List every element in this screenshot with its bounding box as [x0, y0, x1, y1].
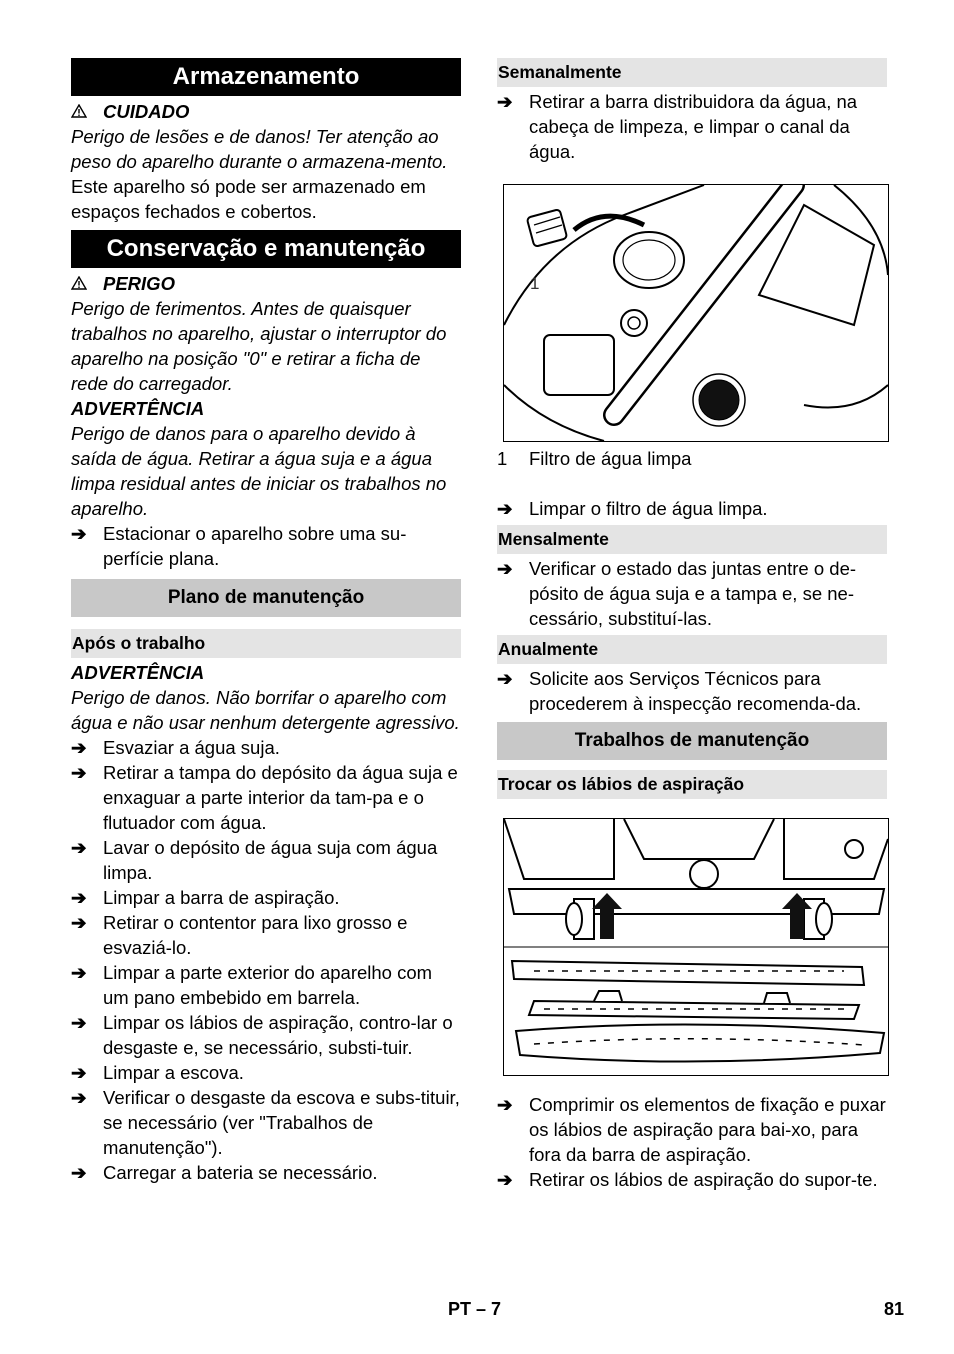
arrow-right-icon: ➔	[497, 558, 513, 579]
arrow-right-icon: ➔	[71, 1012, 87, 1033]
subsection-title-yearly: Anualmente	[497, 635, 887, 664]
list-item: ➔ Lavar o depósito de água suja com água limpa.	[71, 837, 438, 883]
right-column	[497, 58, 887, 1192]
list-item: ➔ Limpar o filtro de água limpa.	[497, 498, 768, 519]
figure-callout-1: 1	[530, 274, 540, 293]
list-item: ➔ Solicite aos Serviços Técnicos para procederem à inspecção recomenda-da.	[497, 668, 862, 714]
list-item: ➔ Verificar o desgaste da escova e subs-tituir, se necessário (ver "Trabalhos de manutenção").	[71, 1087, 460, 1158]
caution-text: Perigo de lesões e de danos! Ter atenção ao peso do aparelho durante o armazena-mento.	[71, 126, 448, 172]
arrow-right-icon: ➔	[71, 1162, 87, 1183]
warning-triangle-icon	[71, 99, 89, 124]
footer-page-label: PT – 7	[448, 1299, 502, 1319]
arrow-right-icon: ➔	[71, 887, 87, 908]
subsection-title-weekly: Semanalmente	[497, 58, 887, 87]
figure-water-filter	[503, 184, 889, 442]
arrow-right-icon: ➔	[497, 1094, 513, 1115]
arrow-right-icon: ➔	[497, 668, 513, 689]
list-item: ➔ Estacionar o aparelho sobre uma su-perfície plana.	[71, 523, 407, 569]
list-item: ➔ Verificar o estado das juntas entre o de-pósito de água suja e a tampa e, se ne-cessário, substituí-las.	[497, 558, 857, 629]
arrow-right-icon: ➔	[71, 1062, 87, 1083]
arrow-right-icon: ➔	[497, 1169, 513, 1190]
list-item: ➔ Retirar a tampa do depósito da água suja e enxaguar a parte interior da tam-pa e o flutuador com água.	[71, 762, 458, 833]
arrow-right-icon: ➔	[497, 91, 513, 112]
squeegee-lips-illustration	[504, 819, 888, 1075]
arrow-right-icon: ➔	[497, 498, 513, 519]
arrow-right-icon: ➔	[71, 762, 87, 783]
list-item: ➔ Limpar os lábios de aspiração, contro-lar o desgaste e, se necessário, substi-tuir.	[71, 1012, 453, 1058]
caption-text: Filtro de água limpa	[529, 448, 692, 469]
water-filter-illustration	[504, 185, 888, 441]
storage-text: Este aparelho só pode ser armazenado em espaços fechados e cobertos.	[71, 176, 426, 222]
danger-heading	[71, 271, 461, 296]
subsection-title-after-work: Após o trabalho	[71, 629, 461, 658]
arrow-right-icon: ➔	[71, 523, 87, 544]
arrow-right-icon: ➔	[71, 837, 87, 858]
footer-page-number: 81	[884, 1299, 905, 1319]
after-work-warning-text: Perigo de danos. Não borrifar o aparelho com água e não usar nenhum detergente agressivo.	[71, 687, 460, 733]
list-item: ➔ Comprimir os elementos de fixação e puxar os lábios de aspiração para bai-xo, para fora da barra de aspiração.	[497, 1094, 886, 1165]
caution-heading	[71, 99, 461, 124]
list-item: ➔ Carregar a bateria se necessário.	[71, 1162, 378, 1183]
subsection-title-lips: Trocar os lábios de aspiração	[497, 770, 887, 799]
subsection-title-monthly: Mensalmente	[497, 525, 887, 554]
list-item: ➔ Limpar a barra de aspiração.	[71, 887, 340, 908]
figure-squeegee-lips	[503, 818, 889, 1076]
list-item: ➔ Limpar a parte exterior do aparelho com um pano embebido em barrela.	[71, 962, 433, 1008]
list-item: ➔ Retirar o contentor para lixo grosso e esvaziá-lo.	[71, 912, 408, 958]
after-work-steps	[71, 735, 461, 1185]
section-title-work: Trabalhos de manutenção	[497, 722, 887, 760]
arrow-right-icon: ➔	[71, 1087, 87, 1108]
danger-text: Perigo de ferimentos. Antes de quaisquer trabalhos no aparelho, ajustar o interruptor do aparelho na posição "0" e retirar a ficha de rede do carregador.	[71, 298, 447, 394]
figure-caption	[497, 446, 887, 471]
warning-text: Perigo de danos para o aparelho devido à saída de água. Retirar a água suja e a água limpa residual antes de iniciar os trabalhos no aparelho.	[71, 423, 447, 519]
section-title-plan: Plano de manutenção	[71, 579, 461, 617]
after-work-warning-label: ADVERTÊNCIA	[71, 662, 205, 683]
warning-triangle-icon	[71, 271, 89, 296]
arrow-right-icon: ➔	[71, 912, 87, 933]
caption-number: 1	[497, 448, 508, 469]
arrow-right-icon: ➔	[71, 962, 87, 983]
section-title-storage: Armazenamento	[71, 58, 461, 96]
left-column	[71, 58, 461, 1185]
section-title-maintenance: Conservação e manutenção	[71, 230, 461, 268]
list-item: ➔ Limpar a escova.	[71, 1062, 244, 1083]
arrow-right-icon: ➔	[71, 737, 87, 758]
danger-label: PERIGO	[103, 273, 175, 294]
list-item: ➔ Retirar a barra distribuidora da água, na cabeça de limpeza, e limpar o canal da água.	[497, 91, 858, 162]
list-item: ➔ Retirar os lábios de aspiração do supor-te.	[497, 1169, 878, 1190]
caution-label: CUIDADO	[103, 101, 190, 122]
warning-label: ADVERTÊNCIA	[71, 398, 205, 419]
list-item: ➔ Esvaziar a água suja.	[71, 737, 280, 758]
